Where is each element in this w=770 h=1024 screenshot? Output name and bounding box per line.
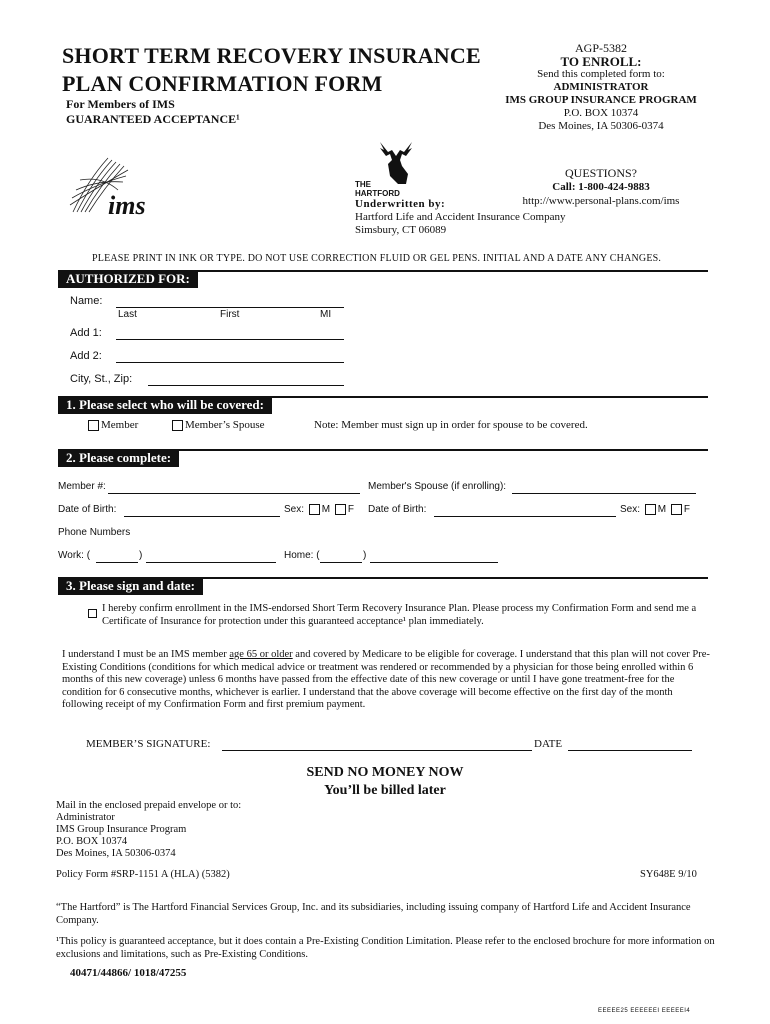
mail-line-2: Administrator: [56, 812, 115, 823]
hartford-brand-1: THE: [355, 180, 371, 189]
signature-label: MEMBER’S SIGNATURE:: [86, 738, 211, 750]
member-sex-label: Sex:: [284, 504, 305, 516]
spouse-sex-f-checkbox[interactable]: [671, 504, 682, 515]
section2-heading: 2. Please complete:: [58, 449, 179, 467]
confirm-checkbox-box[interactable]: [88, 609, 97, 618]
date-field[interactable]: [568, 738, 692, 751]
spouse-dob-label: Date of Birth:: [368, 504, 427, 515]
po-box-line: P.O. BOX 10374: [563, 107, 639, 119]
admin-line: ADMINISTRATOR: [553, 81, 649, 93]
home-phone-label: Home: (: [284, 550, 320, 561]
member-number-label: Member #:: [58, 481, 106, 492]
spouse-checkbox[interactable]: [172, 420, 183, 431]
member-number-field[interactable]: [108, 481, 360, 494]
date-label: DATE: [534, 738, 563, 750]
home-phone-field[interactable]: [370, 550, 498, 563]
member-dob-label: Date of Birth:: [58, 504, 117, 515]
form-subtitle: [66, 97, 240, 127]
questions-label: QUESTIONS?: [565, 166, 637, 180]
understand-age: age 65 or older: [229, 649, 293, 660]
name-field[interactable]: [116, 295, 344, 308]
send-to-line: Send this completed form to:: [537, 68, 665, 80]
understand-text-b: and covered by Medicare to be eligible for coverage. I understand that this plan will not cover Pre-Existing Conditions (conditions for which medical advice or treatment was rendered or recommended by a physician for those being enrolled within 6 months of this new coverage) unless 6 months have passed from the effective date of this new coverage or until I have gone treatment-free for the condition for 6 consecutive months, whichever is earlier. I understand that the above coverage will become effective on the first day of the month following receipt of my Confirmation Form and first premium payment.: [62, 649, 710, 710]
work-paren-close: ): [139, 550, 143, 561]
home-area-code-field[interactable]: [320, 550, 362, 563]
print-notice: PLEASE PRINT IN INK OR TYPE. DO NOT USE CORRECTION FLUID OR GEL PENS. INITIAL AND A DATE ANY CHANGES.: [92, 253, 662, 264]
billing-line-2: You’ll be billed later: [324, 783, 446, 798]
form-code: AGP-5382: [574, 41, 627, 55]
questions-block: [496, 166, 706, 208]
name-mi-caption: MI: [320, 309, 332, 320]
understand-text: [62, 649, 714, 712]
mail-block: [56, 800, 241, 860]
address1-label: Add 1:: [70, 327, 102, 339]
spouse-name-label: Member's Spouse (if enrolling):: [368, 481, 507, 492]
confirm-checkbox[interactable]: [86, 604, 99, 622]
member-option-label: Member: [101, 419, 139, 431]
member-sex-f-checkbox[interactable]: [335, 504, 346, 515]
work-phone-label: Work: (: [58, 550, 91, 561]
name-label: Name:: [70, 295, 103, 307]
section3-heading: 3. Please sign and date:: [58, 577, 203, 595]
mail-line-3: IMS Group Insurance Program: [56, 824, 187, 835]
name-last-caption: Last: [118, 309, 137, 320]
work-phone-field[interactable]: [146, 550, 276, 563]
spouse-sex-f-label: F: [683, 504, 691, 516]
program-line: IMS GROUP INSURANCE PROGRAM: [505, 94, 697, 106]
city-line: Des Moines, IA 50306-0374: [538, 120, 664, 132]
member-checkbox[interactable]: [88, 420, 99, 431]
member-dob-field[interactable]: [124, 504, 280, 517]
footnote-hartford: “The Hartford” is The Hartford Financial Services Group, Inc. and its subsidiaries, including issuing company of Hartford Life and Accident Insurance Company.: [56, 902, 691, 926]
spouse-option-label: Member’s Spouse: [185, 419, 265, 431]
name-first-caption: First: [220, 309, 240, 320]
section1-heading: 1. Please select who will be covered:: [58, 396, 272, 414]
underwriter-company: Hartford Life and Accident Insurance Company: [355, 211, 566, 223]
city-label: City, St., Zip:: [70, 373, 133, 385]
city-field[interactable]: [148, 373, 344, 386]
member-sex-m-label: M: [321, 504, 331, 516]
spouse-note: Note: Member must sign up in order for spouse to be covered.: [314, 419, 588, 431]
spouse-sex-m-checkbox[interactable]: [645, 504, 656, 515]
underwritten-label: Underwritten by:: [355, 198, 446, 210]
member-sex-group: [284, 504, 354, 515]
billing-block: [230, 764, 540, 800]
footnote-guaranteed: ¹This policy is guaranteed acceptance, but it does contain a Pre-Existing Condition Limitation. Please refer to the enclosed brochure for more information on exclusions and limitations, such as Pre-Existing Conditions.: [56, 936, 715, 960]
mail-line-5: Des Moines, IA 50306-0374: [56, 848, 176, 859]
spouse-option[interactable]: [170, 419, 265, 431]
to-enroll-heading: TO ENROLL:: [560, 54, 642, 69]
authorized-heading: AUTHORIZED FOR:: [58, 270, 198, 288]
signature-field[interactable]: [222, 738, 532, 751]
home-paren-close: ): [363, 550, 367, 561]
svg-text:ims: ims: [108, 191, 146, 220]
spouse-sex-label: Sex:: [620, 504, 641, 516]
enroll-block: [496, 42, 706, 133]
understand-text-a: I understand I must be an IMS member: [62, 649, 230, 660]
member-option[interactable]: [86, 419, 138, 431]
underwriter-location: Simsbury, CT 06089: [355, 224, 447, 236]
spouse-name-field[interactable]: [512, 481, 696, 494]
address2-label: Add 2:: [70, 350, 102, 362]
address2-field[interactable]: [116, 350, 344, 363]
phone-numbers-label: Phone Numbers: [58, 527, 131, 538]
code-line: 40471/44866/ 1018/47255: [70, 967, 187, 979]
ims-logo: [68, 150, 158, 222]
title-line-1: SHORT TERM RECOVERY INSURANCE: [62, 43, 481, 68]
questions-phone: Call: 1-800-424-9883: [552, 181, 650, 193]
policy-form: Policy Form #SRP-1151 A (HLA) (5382): [56, 869, 230, 880]
guaranteed-line: GUARANTEED ACCEPTANCE¹: [66, 112, 240, 126]
hartford-brand-2: HARTFORD: [355, 189, 400, 198]
ims-logo-graphic: [68, 150, 158, 222]
barcode-text: EEEEE25 EEEEEEI EEEEEI4: [598, 1008, 691, 1014]
mail-line-4: P.O. BOX 10374: [56, 836, 128, 847]
spouse-dob-field[interactable]: [434, 504, 616, 517]
form-id: SY648E 9/10: [640, 869, 697, 880]
form-title: [62, 42, 481, 98]
mail-line-1: Mail in the enclosed prepaid envelope or to:: [56, 800, 242, 811]
member-sex-m-checkbox[interactable]: [309, 504, 320, 515]
questions-url[interactable]: http://www.personal-plans.com/ims: [522, 195, 680, 207]
member-sex-f-label: F: [347, 504, 355, 516]
billing-line-1: SEND NO MONEY NOW: [306, 765, 464, 780]
address1-field[interactable]: [116, 327, 344, 340]
work-area-code-field[interactable]: [96, 550, 138, 563]
spouse-sex-group: [620, 504, 690, 515]
confirm-text: I hereby confirm enrollment in the IMS-endorsed Short Term Recovery Insurance Plan. Please process my Confirmation Form and send me a Certificate of Insurance for protection under this guaranteed acceptance¹ plan immediately.: [102, 603, 697, 627]
spouse-sex-m-label: M: [657, 504, 667, 516]
members-line: For Members of IMS: [66, 97, 175, 111]
title-line-2: PLAN CONFIRMATION FORM: [62, 71, 383, 96]
